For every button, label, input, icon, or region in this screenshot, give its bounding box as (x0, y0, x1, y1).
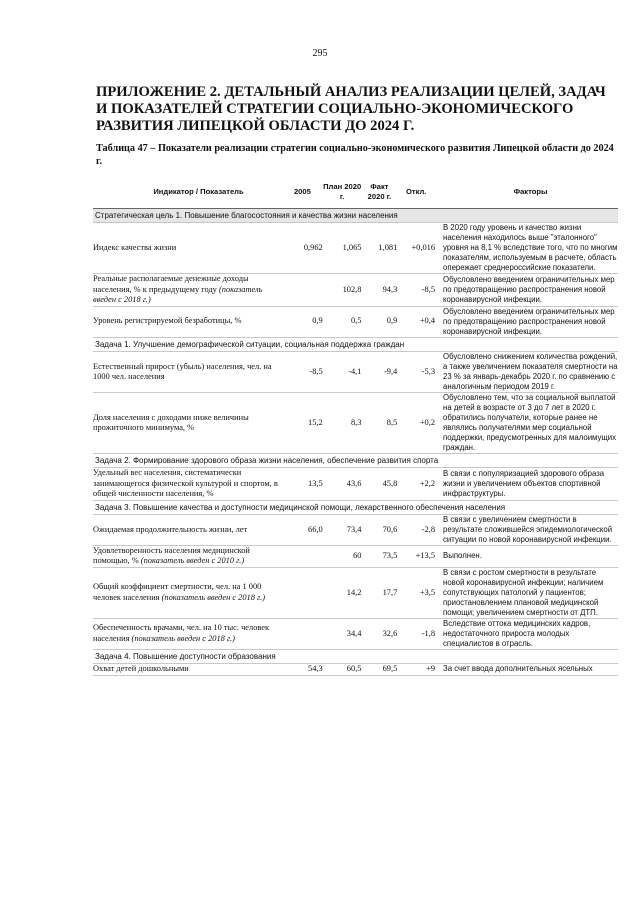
deviation-cell: +2,2 (419, 478, 436, 488)
deviation-cell: +13,5 (415, 551, 436, 561)
fact-cell: 17,7 (382, 587, 398, 597)
section-title: Задача 3. Повышение качества и доступности медицинской помощи, лекарственного обеспечения населения (93, 501, 618, 515)
plan-cell: 8,3 (350, 417, 362, 427)
header-factors: Факторы (513, 187, 548, 196)
indicator-text: Естественный прирост (убыль) населения, чел. на 1000 чел. населения (93, 361, 272, 382)
section-title: Задача 1. Улучшение демографической ситуации, социальная поддержка граждан (93, 338, 618, 352)
fact-cell: 32,6 (382, 628, 398, 638)
indicator-note: (показатель введен с 2018 г.) (131, 633, 235, 643)
value-2005-cell: -8,5 (309, 366, 323, 376)
deviation-cell: +3,5 (419, 587, 436, 597)
table-row (93, 664, 618, 675)
value-2005-cell: 54,3 (308, 664, 323, 674)
table-header (93, 176, 618, 209)
fact-cell: 73,5 (382, 551, 398, 561)
factors-cell: Обусловлено снижением количества рождений, а также увеличением показателя смертности на 23 % за январь-декабрь 2020 г. по сравнению с аналогичным периодом 2019 г. (443, 352, 618, 392)
deviation-cell: -5,3 (421, 366, 436, 376)
deviation-cell: +0,016 (411, 243, 436, 253)
plan-cell: 102,8 (342, 284, 362, 294)
indicator-cell (93, 582, 282, 603)
factors-cell: Обусловлено введением ограничительных мер по предотвращению распространения новой коронавирусной инфекции. (443, 306, 615, 336)
fact-cell: 0,9 (386, 316, 398, 326)
plan-cell: -4,1 (348, 366, 362, 376)
plan-cell: 14,2 (346, 587, 362, 597)
indicator-text: Общий коэффициент смертности, чел. на 1 000 человек населения (93, 582, 262, 602)
plan-cell: 34,4 (346, 628, 362, 638)
page-number: 295 (312, 48, 328, 59)
factors-cell: Выполнен. (443, 551, 482, 561)
indicator-note: (показатель введен с 2018 г.) (93, 284, 263, 305)
plan-cell: 73,4 (346, 524, 362, 534)
table-row (93, 393, 618, 454)
fact-cell: 94,3 (382, 284, 398, 294)
indicator-cell (93, 413, 282, 434)
factors-cell: В связи с ростом смертности в результате новой коронавирусной инфекции; наличием сопутствующих патологий у пациентов; приостановлением плановой медицинской помощи; увеличением смертности от ДТП. (443, 567, 604, 617)
indicator-note: (показатель введен с 2010 г.) (140, 556, 245, 566)
indicator-text: Удельный вес населения, систематически занимающегося физической культурой и спортом, в общей численности населения, % (93, 468, 278, 499)
value-2005-cell: 0,962 (303, 243, 323, 253)
factors-cell: В связи с увеличением смертности в результате сложившейся эпидемиологической ситуации по новой коронавирусной инфекции. (443, 515, 613, 545)
table-row (93, 307, 618, 338)
fact-cell: 8,5 (386, 417, 398, 427)
indicator-text: Доля населения с доходами ниже величины прожиточного минимума, % (93, 412, 249, 433)
indicator-cell (93, 362, 282, 383)
indicator-cell (93, 274, 282, 305)
indicator-text: Индекс качества жизни (93, 243, 177, 253)
indicators-table (93, 176, 618, 676)
factors-cell: В 2020 году уровень и качество жизни населения находилось выше "эталонного" уровня на 8,1 % вследствие того, что по многим показателям, используемым в расчете, область опережает среднероссийские показатели. (443, 223, 618, 273)
deviation-cell: +0,4 (419, 316, 436, 326)
section-title: Задача 2. Формирование здорового образа жизни населения, обеспечение развития спорта (93, 454, 618, 468)
fact-cell: 1,081 (378, 243, 398, 253)
fact-cell: 45,8 (382, 478, 398, 488)
table-row (93, 352, 618, 393)
table-row (93, 468, 618, 500)
factors-cell: В связи с популяризацией здорового образа жизни и увеличением объектов спортивной инфраструктуры. (443, 469, 605, 499)
appendix-heading: ПРИЛОЖЕНИЕ 2. ДЕТАЛЬНЫЙ АНАЛИЗ РЕАЛИЗАЦИИ ЦЕЛЕЙ, ЗАДАЧ И ПОКАЗАТЕЛЕЙ СТРАТЕГИИ СОЦИАЛЬНО-ЭКОНОМИЧЕСКОГО РАЗВИТИЯ ЛИПЕЦКОЙ ОБЛАСТИ ДО 2024 Г. (96, 84, 606, 134)
indicator-text: Ожидаемая продолжительность жизни, лет (93, 524, 248, 534)
deviation-cell: +9 (426, 664, 436, 674)
section-title: Задача 4. Повышение доступности образования (93, 650, 618, 664)
factors-cell: За счет ввода дополнительных ясельных (443, 664, 593, 674)
indicator-text: Охват детей дошкольными (93, 664, 189, 674)
indicator-text: Удовлетворенность населения медицинской помощью, % (93, 546, 250, 566)
plan-cell: 60 (353, 551, 362, 561)
header-fact: Факт 2020 г. (367, 182, 392, 201)
table-row (93, 619, 618, 650)
indicator-cell (93, 623, 282, 644)
value-2005-cell: 13,5 (308, 478, 323, 488)
indicator-text: Реальные располагаемые денежные доходы населения, % к предыдущему году (93, 274, 249, 294)
header-deviation: Откл. (405, 187, 427, 196)
table-row (93, 274, 618, 306)
indicator-cell (93, 468, 282, 499)
factors-cell: Вследствие оттока медицинских кадров, недостаточного прироста молодых специалистов в отрасль. (443, 618, 591, 648)
table-body (93, 209, 618, 676)
section-title: Стратегическая цель 1. Повышение благосостояния и качества жизни населения (93, 209, 618, 223)
table-caption: Таблица 47 – Показатели реализации стратегии социально-экономического развития Липецкой области до 2024 г. (96, 143, 614, 167)
plan-cell: 43,6 (346, 478, 362, 488)
header-2005: 2005 (293, 187, 311, 196)
indicator-text: Уровень регистрируемой безработицы, % (93, 316, 242, 326)
indicator-cell (93, 243, 282, 253)
value-2005-cell: 0,9 (312, 316, 323, 326)
deviation-cell: -2,8 (421, 524, 436, 534)
deviation-cell: +0,2 (419, 417, 436, 427)
indicator-text: Обеспеченность врачами, чел. на 10 тыс. человек населения (93, 623, 270, 643)
factors-cell: Обусловлено тем, что за социальной выплатой на детей в возрасте от 3 до 7 лет в 2020 г. обратились получатели, которые ранее не являлись получателями мер социальной поддержки, предусмотренных для малоимущих граждан. (443, 393, 617, 453)
plan-cell: 60,5 (346, 664, 362, 674)
fact-cell: 69,5 (382, 664, 398, 674)
table-row (93, 223, 618, 274)
indicator-note: (показатель введен с 2018 г.) (161, 592, 266, 602)
header-indicator: Индикатор / Показатель (153, 186, 244, 196)
table-row (93, 568, 618, 619)
indicator-cell (93, 525, 282, 535)
value-2005-cell: 15,2 (308, 417, 323, 427)
plan-cell: 0,5 (350, 316, 362, 326)
factors-cell: Обусловлено введением ограничительных мер по предотвращению распространения новой коронавирусной инфекции. (443, 275, 615, 305)
fact-cell: -9,4 (383, 366, 398, 376)
indicator-cell (93, 546, 282, 567)
indicator-cell (93, 316, 282, 326)
indicator-cell (93, 664, 282, 674)
deviation-cell: -1,8 (421, 628, 436, 638)
fact-cell: 70,6 (382, 524, 398, 534)
value-2005-cell: 66,0 (308, 524, 323, 534)
header-plan: План 2020 г. (323, 182, 362, 201)
plan-cell: 1,065 (342, 243, 362, 253)
deviation-cell: -8,5 (421, 284, 436, 294)
table-row (93, 515, 618, 546)
table-row (93, 546, 618, 568)
